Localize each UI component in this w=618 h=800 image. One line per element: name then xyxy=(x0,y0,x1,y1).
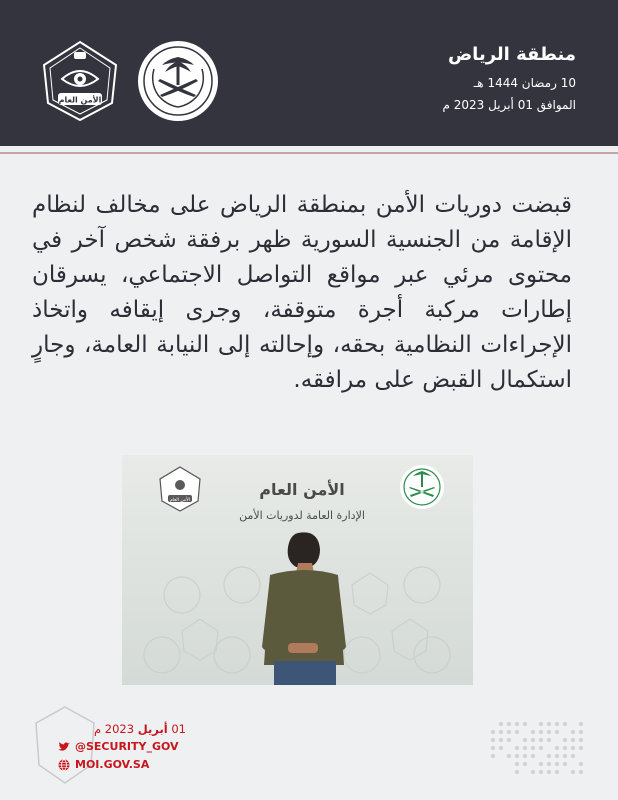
pattern-dot xyxy=(515,770,519,774)
saudi-emblem-icon xyxy=(136,39,220,123)
pattern-dot xyxy=(555,730,559,734)
pattern-dot xyxy=(563,722,567,726)
pattern-dot xyxy=(507,754,511,758)
footer-website[interactable] xyxy=(58,758,149,771)
pattern-dot xyxy=(491,730,495,734)
pattern-dot xyxy=(515,722,519,726)
region-title: منطقة الرياض xyxy=(447,44,576,65)
hijri-date: 10 رمضان 1444 هـ xyxy=(473,76,576,90)
pattern-dot xyxy=(531,754,535,758)
pattern-dot xyxy=(539,770,543,774)
footer-date-year: 2023 م xyxy=(93,722,135,736)
pattern-dot xyxy=(555,754,559,758)
pattern-dot xyxy=(507,738,511,742)
pattern-dot xyxy=(515,754,519,758)
pattern-dot xyxy=(571,738,575,742)
twitter-icon xyxy=(58,741,70,753)
article-body: قبضت دوريات الأمن بمنطقة الرياض على مخالف لنظام الإقامة من الجنسية السورية ظهر برفقة شخص آخر في محتوى مرئي عبر مواقع التواصل الاجتماعي، يسرقان إطارات مركبة أجرة متوقفة، وجرى إيقافه واتخاذ الإجراءات النظامية بحقه، وإحالته إلى النيابة العامة، وجارٍ استكمال القبض على مرافقه. xyxy=(32,192,572,393)
twitter-handle: @SECURITY_GOV xyxy=(75,740,179,753)
pattern-dot xyxy=(539,722,543,726)
photo-wall-title: الأمن العام xyxy=(259,480,345,499)
photo-small-logo-text: الأمن العام xyxy=(169,498,191,503)
pattern-dot xyxy=(523,722,527,726)
gregorian-date: الموافق 01 أبريل 2023 م xyxy=(442,98,576,112)
public-security-logo-icon xyxy=(38,39,122,123)
pattern-dot xyxy=(579,770,583,774)
pattern-dot xyxy=(499,746,503,750)
pattern-dot xyxy=(531,738,535,742)
pattern-dot xyxy=(499,738,503,742)
pattern-dot xyxy=(539,730,543,734)
pattern-dot xyxy=(571,730,575,734)
pattern-dot xyxy=(555,762,559,766)
decorative-dot-pattern xyxy=(488,720,588,780)
footer-date xyxy=(58,722,186,736)
pattern-dot xyxy=(523,754,527,758)
pattern-dot xyxy=(523,746,527,750)
pattern-dot xyxy=(531,730,535,734)
pattern-dot xyxy=(523,738,527,742)
pattern-dot xyxy=(547,762,551,766)
pattern-dot xyxy=(579,722,583,726)
pattern-dot xyxy=(563,746,567,750)
pattern-dot xyxy=(507,722,511,726)
pattern-dot xyxy=(563,738,567,742)
pattern-dot xyxy=(539,738,543,742)
pattern-dot xyxy=(555,722,559,726)
pattern-dot xyxy=(579,746,583,750)
pattern-dot xyxy=(515,730,519,734)
pattern-dot xyxy=(507,730,511,734)
divider-line xyxy=(0,152,618,154)
security-logo-text: الأمن العام xyxy=(58,95,102,105)
footer-twitter[interactable] xyxy=(58,740,179,753)
photo-wall-subtitle: الإدارة العامة لدوريات الأمن xyxy=(239,509,365,522)
pattern-dot xyxy=(539,762,543,766)
pattern-dot xyxy=(523,762,527,766)
pattern-dot xyxy=(547,754,551,758)
pattern-dot xyxy=(563,762,567,766)
photo-saudi-emblem-icon xyxy=(400,465,444,509)
pattern-dot xyxy=(555,746,559,750)
pattern-dot xyxy=(531,746,535,750)
pattern-dot xyxy=(571,746,575,750)
pattern-dot xyxy=(579,738,583,742)
pattern-dot xyxy=(579,762,583,766)
pattern-dot xyxy=(531,770,535,774)
header-bar xyxy=(0,0,618,146)
pattern-dot xyxy=(491,738,495,742)
pattern-dot xyxy=(491,754,495,758)
pattern-dot xyxy=(547,738,551,742)
website-url: MOI.GOV.SA xyxy=(75,758,150,771)
pattern-dot xyxy=(499,722,503,726)
pattern-dot xyxy=(539,746,543,750)
pattern-dot xyxy=(555,770,559,774)
pattern-dot xyxy=(491,746,495,750)
pattern-dot xyxy=(571,770,575,774)
pattern-dot xyxy=(571,754,575,758)
footer-date-month: أبريل xyxy=(137,722,168,736)
pattern-dot xyxy=(579,730,583,734)
pattern-dot xyxy=(515,762,519,766)
pattern-dot xyxy=(515,746,519,750)
pattern-dot xyxy=(547,722,551,726)
pattern-dot xyxy=(499,730,503,734)
pattern-dot xyxy=(547,770,551,774)
footer-date-day: 01 xyxy=(171,722,186,736)
globe-icon xyxy=(58,759,70,771)
arrest-photo xyxy=(122,455,473,685)
pattern-dot xyxy=(563,754,567,758)
pattern-dot xyxy=(547,730,551,734)
